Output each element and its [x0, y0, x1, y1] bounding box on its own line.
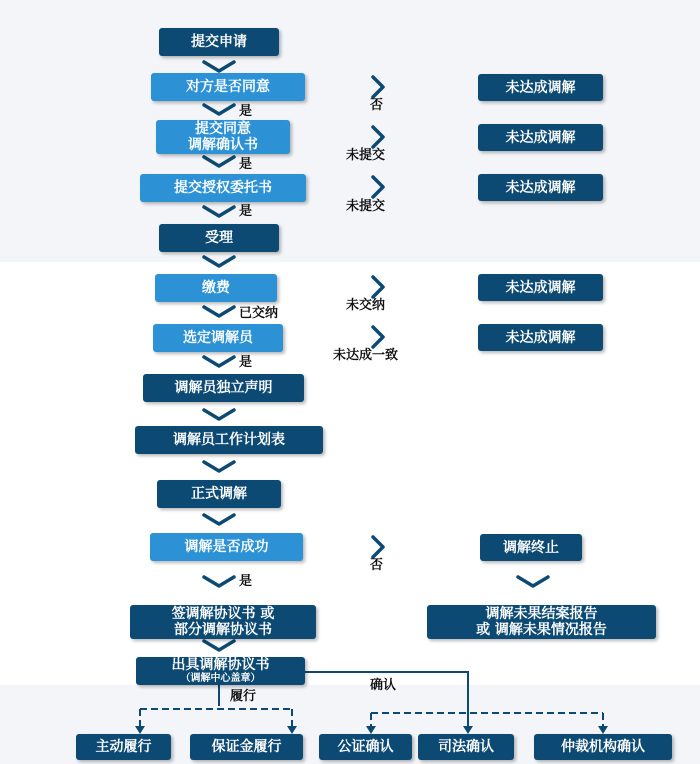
edge-label-yes: 是: [239, 104, 253, 119]
node-label: 提交申请: [191, 34, 247, 50]
down-chevron-8: [204, 410, 234, 419]
down-chevron-2: [204, 105, 234, 114]
node-label: 公证确认: [337, 739, 394, 755]
node-label: 保证金履行: [211, 739, 282, 755]
node-label-line2: 部分调解协议书: [174, 622, 272, 638]
node-select-mediator: [153, 324, 283, 352]
node-mediation-confirmation: [156, 120, 290, 154]
node-label-line2: 或 调解未果情况报告: [476, 622, 607, 638]
node-mediator-statement: [143, 374, 304, 402]
node-label: 正式调解: [191, 486, 247, 502]
down-chevron-5: [204, 257, 234, 266]
edge-label-no: 否: [370, 558, 384, 573]
confirm-arrowhead-left: [366, 726, 376, 734]
node-label: 调解终止: [503, 539, 559, 556]
node-label: 未达成调解: [505, 79, 576, 96]
node-pay-fee: [155, 274, 277, 302]
node-submit-application: [159, 28, 279, 56]
node-label: 对方是否同意: [186, 79, 270, 95]
node-label: 主动履行: [95, 739, 152, 755]
node-label: 未达成调解: [505, 129, 576, 146]
down-chevron-4: [204, 207, 234, 216]
edge-label-no: 否: [370, 98, 384, 113]
node-accept: [159, 224, 279, 252]
right-chevron-3: [373, 177, 383, 197]
node-judicial-confirmation: [418, 734, 514, 760]
edge-label-yes: 是: [239, 204, 253, 219]
confirm-arrowhead-right: [598, 726, 608, 734]
node-label: 司法确认: [438, 739, 494, 755]
perform-arrowhead-right: [287, 726, 297, 734]
node-label: 受理: [205, 230, 233, 246]
down-chevron-6: [204, 307, 234, 316]
node-label: 未达成调解: [505, 179, 576, 196]
node-label: 仲裁机构确认: [561, 739, 645, 755]
node-power-of-attorney: [140, 174, 306, 202]
node-label-line1: 提交同意: [195, 121, 251, 137]
edge-label-not-submitted: 未提交: [346, 199, 386, 214]
edge-label-paid: 已交纳: [239, 306, 279, 321]
node-formal-mediation: [157, 480, 281, 508]
node-mediator-work-plan: [135, 426, 323, 454]
edge-label-yes: 是: [239, 574, 253, 589]
node-mediation-terminated: [480, 534, 582, 561]
node-sign-agreement: [130, 605, 316, 639]
node-notary-confirmation: [319, 734, 412, 760]
edge-label-perform: 履行: [230, 689, 257, 704]
node-mediation-success: [150, 533, 303, 561]
node-label-line2: 调解确认书: [188, 137, 258, 153]
right-chevron-4: [373, 277, 383, 297]
edge-label-no-consensus: 未达成一致: [333, 348, 399, 363]
node-issue-agreement: [136, 657, 305, 685]
node-label: 未达成调解: [505, 279, 576, 296]
node-label-line1: 签调解协议书 或: [171, 606, 275, 622]
edge-label-confirm: 确认: [370, 678, 397, 693]
node-no-mediation-5: [478, 324, 603, 351]
down-chevron-1: [204, 62, 234, 71]
down-chevron-right: [518, 577, 548, 586]
node-deposit-performance: [190, 734, 303, 760]
edge-label-not-paid: 未交纳: [346, 298, 386, 313]
edge-label-yes: 是: [239, 157, 253, 172]
node-arbitration-confirmation: [534, 734, 672, 760]
node-label: 调解是否成功: [184, 539, 269, 555]
down-chevron-7: [204, 357, 234, 366]
node-no-mediation-4: [478, 274, 603, 301]
node-label-line1: 出具调解协议书: [171, 657, 270, 673]
node-no-mediation-1: [478, 74, 603, 101]
node-label: 选定调解员: [183, 330, 253, 346]
issue-connector-arrowhead: [463, 726, 473, 734]
node-label: 未达成调解: [505, 329, 576, 346]
down-chevron-11: [204, 577, 234, 586]
node-other-party-agrees: [151, 73, 305, 101]
node-label: 调解员独立声明: [174, 380, 273, 396]
right-chevron-2: [373, 127, 383, 147]
right-chevron-6: [373, 537, 383, 557]
right-chevron-5: [373, 327, 383, 347]
edge-label-not-submitted: 未提交: [346, 148, 386, 163]
node-label: 调解员工作计划表: [173, 432, 285, 448]
down-chevron-9: [204, 462, 234, 471]
node-voluntary-performance: [76, 734, 171, 760]
perform-arrowhead-left: [135, 726, 145, 734]
down-chevron-3: [204, 157, 234, 166]
node-label: 提交授权委托书: [174, 180, 272, 196]
node-label: 缴费: [202, 280, 230, 296]
node-failure-report: [427, 605, 656, 639]
node-no-mediation-2: [478, 124, 603, 151]
edge-label-yes: 是: [239, 355, 253, 370]
right-chevron-1: [373, 77, 383, 97]
down-chevron-12: [204, 641, 234, 650]
node-label-line2: （调解中心盖章）: [180, 673, 261, 684]
node-no-mediation-3: [478, 174, 603, 201]
node-label-line1: 调解未果结案报告: [485, 606, 598, 622]
down-chevron-10: [204, 515, 234, 524]
